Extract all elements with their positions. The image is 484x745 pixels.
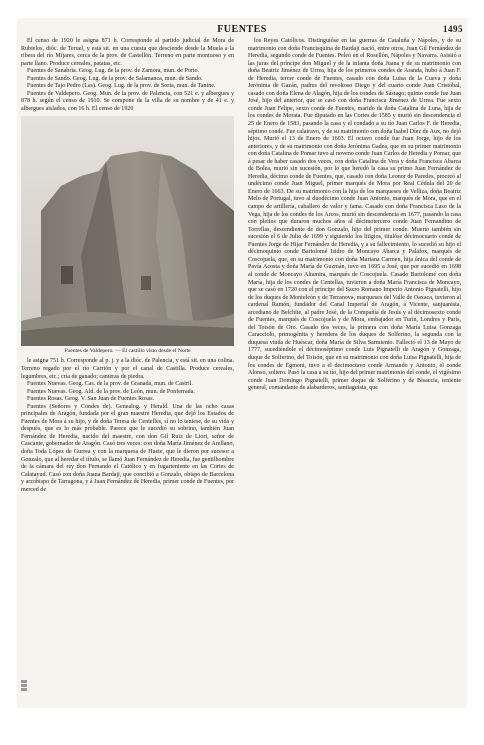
paragraph: Fuentes de Sanabria. Geog. Lug. de la prov. de Zamora, mun. de Porto. bbox=[27, 68, 200, 75]
margin-marks bbox=[21, 680, 27, 698]
paragraph: Fuentes (Señores y Condes de). Genealog. y Herald. Una de las ocho casas principales de Aragón, fundada por el gran maestre Heredia, que dejó los Estados de Fuentes de Mora á su hijo, y de doña Teresa de Centelles, sí no lo teniese, de su vida y después, que es lo más probable. Parece que le sucedió su sobrino, también Juan Fernández de Heredia, nacido del maestre, con don Gil Ruiz de Liori, señor de Cascante, gobernador de Aragón. Casó tres veces: con doña María Jiménez de Arellano, doña Toda López de Gurrea y con la marquesa de Huete, que le dieron por sucesor a Gonzalo, que al heredar el título, se llamó Juan Fernández de Heredia, fue gentilhombre de la cámara del rey don Fernando el Católico y en fugarteniente en las Cortes de Calatayud. Casó con doña Juana Bardaji, que concibió a Gonzalo, obispo de Barcelona y arzobispo de Tarragona, y á Juan Fernández de Heredia, primer conde de Fuentes, por merced de bbox=[21, 403, 234, 493]
right-column bbox=[248, 38, 461, 393]
castle-photograph bbox=[21, 116, 234, 346]
left-column bbox=[21, 38, 234, 494]
paragraph: Fuentes de Valdepero. Geog. Mun. de la prov. de Palencia, con 521 e. y albergues y 878 h. según el censo de 1910. Se compone de la villa de su nombre y de 41 e. y albergues aislados, con 16 h. El censo de 1920 bbox=[21, 90, 234, 112]
castle-illustration bbox=[21, 116, 234, 346]
paragraph: Fuentes de Tajo Pedro (Las). Geog. Lug. de la prov. de Soria, mun. de Tanine. bbox=[27, 83, 216, 90]
castle-figure bbox=[21, 116, 234, 355]
paragraph: los Reyes Católicos. Distinguióse en las guerras de Cataluña y Nápoles, y de su matrimonio con doña Francisquina de Bardají nació, entre otros, Juan Gil Fernández de Heredia, segundo conde de Fuentes. Peleó en el Rosellón, Nápoles y Navarra. Asistió a las juras del príncipe don Miguel y de la infanta doña Juana y de su matrimonio con doña Beatriz Jiménez de Urrea, hija de los primeros condes de Aranda, hubo á Juan F. de Heredia, tercer conde de Fuentes, casado con doña Luisa de la Cueva y doña Jerónima de Gazán, padres del revoltoso Diego y del cuarto conde Juan Cristóbal, casado con doña Elena de Alagón, hija de los condes de Sástago; quinto conde fue Juan José, hijo del anterior, que se casó con doña Francisca Jiménez de Urrea. Fue sexto conde Juan Felipe, sexto conde de Fuentes, marido de doña Catalina de Luna, hija de los condes de Morata. Fue diputado en las Cortes de 1585 y murió sin descendencia el 25 de Enero de 1583, pasando la casa y el condado a su tío Juan Carlos F. de Heredia, séptimo conde. Fue calatravo, y de su matrimonio con doña Isabel Díez de Aux, no dejó hijos. Murió el 13 de Enero de 1603. El octavo conde fue Juan Jorge, hijo de los anteriores, y de su matrimonio con doña Jerónima Gadea, que en su primer matrimonio con doña Catalina de Pomar tuvo al noveno conde Juan Carlos de Heredia y Pomar, que á pesar de haber casado dos veces, con doña Catalina de Vera y doña Francisca Abarca de Bolea, murió sin sucesión, por lo que heredó la casa su primo Juan Fernández de Heredia, décimo conde de Fuentes, que, casado con doña Leonor de Paredes, procreó al undécimo conde Juan Miguel, primer marqués de Mora por Real Cédula del 20 de Enero de 1663. De su matrimonio con la hija de los marqueses de Velliza, doña Beatriz Melo de Portugal, tuvo al duodécimo conde Juan Antonio, marqués de Mora, que en el campo de artillería, caballero de valor y fama. Casado con doña Francisca Laso de la Vega, hija de los condes de los Arcos, murió sin descendencia en 1677, pasando la casa con pleitos que duraron muchos años al décimotercero conde Juan Fernandino de Torrellas, descendiente de don Gonzalo, hijo del primer conde. Muerto también sin sucesión el 6 de Julio de 1699 y siguiendo los litigios, titulóse décimocuarto conde de Fuentes Jorge de Hijar Fernández de Heredia, y a su fallecimiento, lo sucedió su hijo el décimoquinto conde Bartolomé Isidro de Moncayo Abarca y Palafox, marqués de Coscojuela, que, en su matrimonio con doña Mariana Carmen, hija única del conde de Pavía Acosta y doña María de Guzmán, tuvo en 1695 a José, que por sucedió en 1698 al conde de Moncayo Altamira, marqués de Coscojuela. Casado Bartolomé con doña María, hija de los condes de Centellas, tuvieron a doña María Francisca de Moncayo, que se casó en 1720 con el príncipe del Sacro Romano Imperio Antonio Pignatelli, hijo de los duques de Monteleón y de Terranova, marqueses del Valle de Oaxaca, tuvieron al cardenal Ramón, fundador del Canal Imperial de Aragón, á Vicente, sanjuanista, arcediano de Belchite, al padre José, de la Compañía de Jesús y al décimosexto conde de Fuentes, marqués de Coscojuela y de Mora, embajador en Turín, Londres y París, del Toisón de Oro. Casado dos veces, la primera con doña María Luisa Gonzaga Caracciolo, primogénita y heredera de los duques de Solferino, la segunda con la duquesa viuda de Huéscar, doña María de Silva Sarmiento. Falleció el 13 de Mayo de 1777, sucediéndole el décimoséptimo conde Luis Pignatelli de Aragón y Gonzaga, duque de Solferino, del Toisón, que en su matrimonio con doña Luisa Pignatelli, hija de los condes de Egmont, tuvo a el decimoctavo conde Armando y Antonio, el conde Alonso, soltero. Pasó la casa a su tío, hijo del primer matrimonio del conde, el vigésimo conde Juan Domingo Pignatelli, primer duque de Solferino y de Bisaccia, teniente general, comandante de alabarderos, santiaguista, que bbox=[248, 38, 461, 392]
paragraph: Fuentes Nuevas. Geog. Ald. de la prov. de León, mun. de Ponferrada. bbox=[27, 388, 195, 395]
header-title: FUENTES bbox=[217, 24, 267, 35]
running-header bbox=[17, 24, 467, 38]
paragraph: El censo de 1920 le asigna 871 h. Corresponde al partido judicial de Mora de Rubielos, dióc. de Teruel, y está sit. en una cuesta que desciende desde la Muela a la ribera del río Mijares, cerca de la prov. de Castellón. Terreno en parte montuoso y en parte llano. Produce cereales, patatas, etc. bbox=[21, 38, 234, 67]
paragraph: Fuentes de Sando. Geog. Lug. de la prov. de Salamanca, mun. de Sando. bbox=[27, 75, 203, 82]
photo-caption: Fuentes de Valdepero. — El castillo visto desde el Norte bbox=[64, 348, 191, 355]
paragraph: Fuentes Rosas. Geog. V. San Juan de Fuentes Rosas. bbox=[27, 396, 155, 403]
paragraph: le asigna 751 h. Corresponde al p. j. y a la dióc. de Palencia, y está sit. en una colina. Terreno regado por el río Carrión y por el canal de Castilla. Produce cereales, legumbres, etc.; cría de ganado; canteras de piedra. bbox=[21, 358, 234, 380]
paragraph: Fuentes Nuevas. Geog. Cas. de la prov. de Granada, mun. de Castril. bbox=[27, 381, 193, 388]
document-page bbox=[17, 18, 467, 708]
page-number: 1495 bbox=[443, 24, 463, 34]
